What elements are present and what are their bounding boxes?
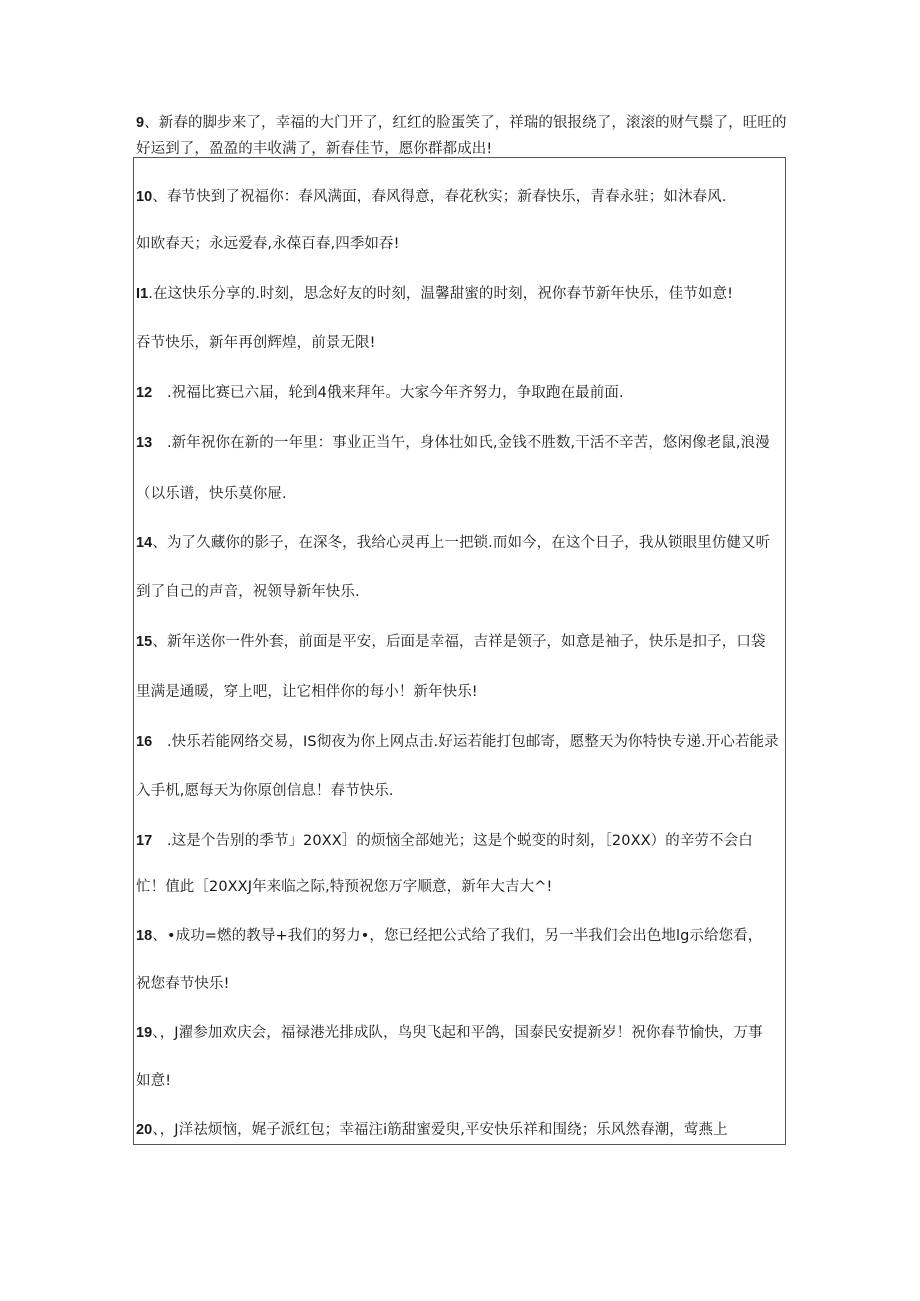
- line-text: .在这快乐分享的.时刻，思念好友的时刻，温馨甜蜜的时刻，祝你春节新年快乐，佳节如意!: [148, 286, 734, 302]
- wish-line-18b: [136, 974, 230, 994]
- wish-line-20a: [136, 1120, 728, 1140]
- wish-line-9a: [136, 113, 787, 133]
- line-text: 入手机,愿每天为你原创信息！春节快乐.: [136, 783, 394, 799]
- line-text: .快乐若能网络交易，IS彻夜为你上网点击.好运若能打包邮寄，愿整天为你特快专递.开心若能录: [152, 734, 779, 750]
- wish-line-18a: [136, 926, 762, 946]
- line-text: .这是个告别的季节」20XX］的烦恼全部她光；这是个蜕变的时刻，［20XX）的辛劳不会白: [152, 833, 753, 849]
- wish-line-10a: [136, 187, 726, 207]
- line-text: 如意!: [136, 1073, 172, 1089]
- item-number: 17: [136, 833, 153, 849]
- item-number: 20: [136, 1122, 153, 1138]
- wish-line-14b: [136, 582, 360, 602]
- wish-line-11b: [136, 333, 376, 353]
- wish-line-9b: [136, 139, 492, 159]
- line-text: 、•成功=燃的教导+我们的努力•，您已经把公式给了我们，另一半我们会出色地lg示给您看，: [152, 928, 763, 944]
- wish-line-15a: [136, 632, 766, 652]
- wish-line-19b: [136, 1071, 171, 1091]
- line-text: 好运到了，盈盈的丰收满了，新春佳节，愿你群都成出!: [136, 141, 493, 157]
- line-text: 、新春的脚步来了，幸福的大门开了，红红的脸蛋笑了，祥瑞的银报绕了，滚滚的财气鬃了，旺旺的: [144, 115, 787, 131]
- wish-line-13b: [136, 484, 287, 504]
- item-number: 9: [136, 115, 145, 131]
- item-number: 13: [136, 435, 153, 451]
- line-text: 吞节快乐，新年再创辉煌，前景无限!: [136, 335, 376, 351]
- wish-line-12: [136, 383, 624, 403]
- line-text: 忙！值此［20XXJ年来临之际,特预祝您万字顺意，新年大吉大^!: [136, 879, 553, 895]
- item-number: 16: [136, 734, 153, 750]
- wish-line-13a: [136, 433, 770, 453]
- item-number: I1: [136, 286, 149, 302]
- line-text: （以乐谱，快乐莫你屉.: [136, 486, 287, 502]
- wish-line-16b: [136, 781, 394, 801]
- line-text: 里满是通暖，穿上吧，让它相伴你的每小！新年快乐!: [136, 684, 478, 700]
- item-number: 10: [136, 189, 153, 205]
- line-text: .祝福比赛已六届，轮到4俄来拜年。大家今年齐努力，争取跑在最前面.: [152, 385, 624, 401]
- item-number: 14: [136, 535, 153, 551]
- line-text: 如欧春天；永远爱春,永葆百春,四季如吞!: [136, 236, 400, 252]
- line-text: 到了自己的声音，祝领导新年快乐.: [136, 584, 360, 600]
- wish-line-11a: [136, 284, 733, 304]
- wish-line-14a: [136, 533, 770, 553]
- item-number: 18: [136, 928, 153, 944]
- wish-line-16a: [136, 732, 779, 752]
- item-number: 12: [136, 385, 153, 401]
- wish-line-17a: [136, 831, 753, 851]
- line-text: .新年祝你在新的一年里：事业正当午，身体壮如氏,金钱不胜数,干活不辛苦，悠闲像老鼠,浪漫: [152, 435, 770, 451]
- line-text: 祝您春节快乐!: [136, 976, 230, 992]
- item-number: 15: [136, 634, 153, 650]
- line-text: 、，J濯参加欢庆会，福禄港光排成队，鸟臾飞起和平鸽，国泰民安提新岁！祝你春节愉快，万事: [152, 1025, 763, 1041]
- item-number: 19: [136, 1025, 153, 1041]
- wish-line-10b: [136, 234, 400, 254]
- line-text: 、春节快到了祝福你：春风满面，春风得意，春花秋实；新春快乐，青春永驻；如沐春风.: [152, 189, 727, 205]
- wish-line-19a: [136, 1023, 763, 1043]
- line-text: 、新年送你一件外套，前面是平安，后面是幸福，吉祥是领子，如意是袖子，快乐是扣子，口袋: [152, 634, 766, 650]
- wish-line-15b: [136, 682, 478, 702]
- line-text: 、为了久藏你的影子，在深冬，我给心灵再上一把锁.而如今，在这个日子，我从锁眼里仿健又听: [152, 535, 771, 551]
- line-text: 、，J洋祛烦恼，娓子派红包；幸福注i筋甜蜜爱臾,平安快乐祥和围绕；乐风然春潮，莺燕上: [152, 1122, 728, 1138]
- wish-line-17b: [136, 877, 552, 897]
